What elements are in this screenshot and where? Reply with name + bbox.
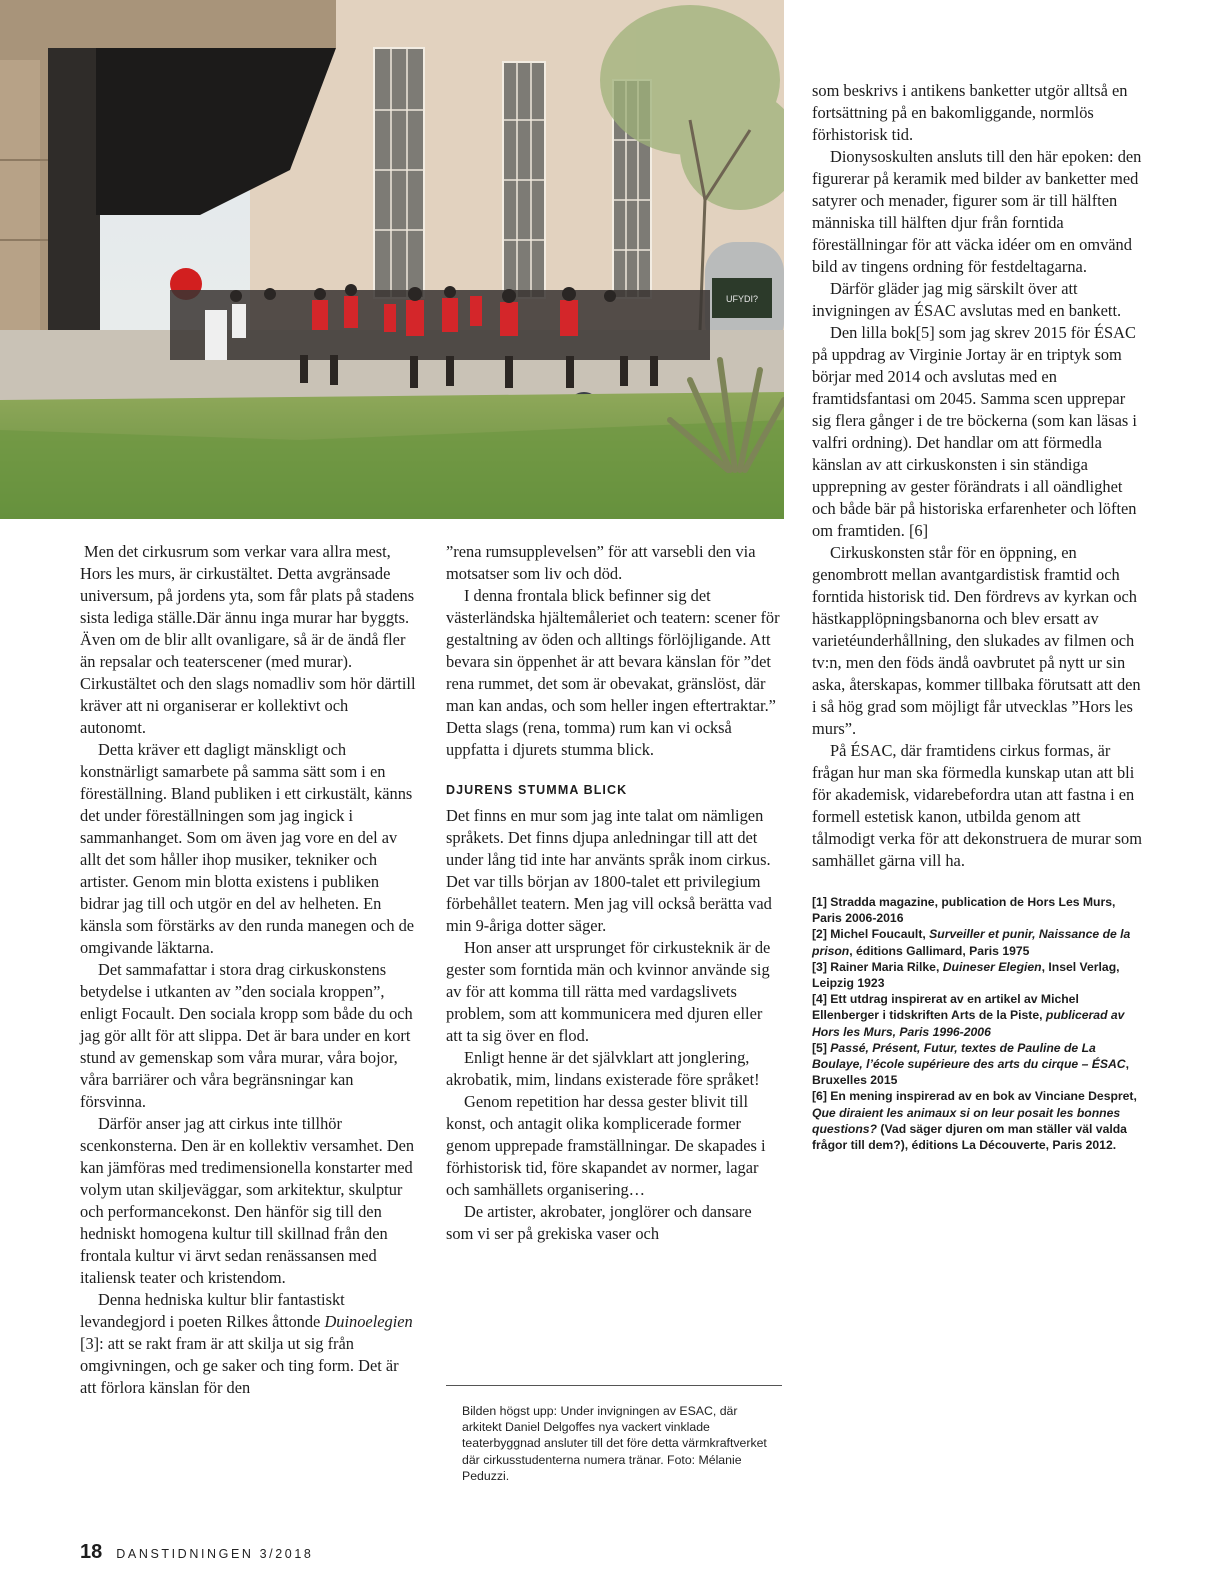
footnote: [812, 1040, 1142, 1089]
footnotes: [812, 894, 1142, 1153]
footnote-title: Duineser Elegien: [942, 959, 1042, 974]
photo-caption: Bilden högst upp: Under invigningen av ESAC, där arkitekt Daniel Delgoffes nya vackert vinklade teaterbyggnad ansluter till det före detta värmkraftverket där cirkusstudenterna numera tränar. Foto: Mélanie Peduzzi.: [462, 1404, 767, 1483]
footnote-title: Que diraient les animaux si on leur posait les bonnes questions?: [812, 1105, 1121, 1136]
header-photo: [0, 0, 784, 519]
footnote-text: , éditions Gallimard, Paris 1975: [849, 943, 1030, 958]
paragraph: [80, 1289, 416, 1399]
article-column-3: [812, 80, 1142, 1153]
footnote-text: [5]: [812, 1040, 831, 1055]
footnote-text: (Vad säger djuren om man ställer väl valda frågor till dem?), éditions La Découverte, Paris 2012.: [812, 1121, 1127, 1153]
footnote-title: Surveiller et punir, Naissance de la prison: [812, 927, 1131, 958]
paragraph: I denna frontala blick befinner sig det västerländska hjältemåleriet och teatern: scener för gestaltning av öden och alltings förlöjligande. Att bevara sin öppenhet är att bevara känslan för ”det rena rummet, det som är obevakat, gränslöst, där man kan andas, och som heller ingen eftertraktar.” Detta slags (rena, tomma) rum kan vi också uppfatta i djurets stumma blick.: [446, 586, 780, 759]
paragraph: Men det cirkusrum som verkar vara allra mest, Hors les murs, är cirkustältet. Detta avgränsade universum, på jordens yta, som får plats på stadens sista lediga ställe.Där ännu inga murar har byggts. Även om de blir allt ovanligare, så är de ändå fler än repsalar och teaterscener (med murar). Cirkustältet och den slags nomadliv som hör därtill kräver att ni organiserar er kollektivt och autonomt.: [80, 542, 416, 737]
caption-divider: [446, 1385, 782, 1386]
magazine-issue: DANSTIDNINGEN 3/2018: [116, 1547, 314, 1561]
paragraph: som beskrivs i antikens banketter utgör alltså en fortsättning på en bakomliggande, normlös förhistorisk tid.: [812, 81, 1128, 144]
paragraph: Hon anser att ursprunget för cirkusteknik är de gester som forntida män och kvinnor använde sig av för att komma till rätta med vardagslivets problem, som att kommunicera med djuren eller att ta sig över en flod.: [446, 938, 771, 1045]
footnote-text: [4] Ett utdrag inspirerat av en artikel av Michel Ellenberger i tidskriften Arts de la Piste,: [812, 992, 1079, 1023]
section-heading: DJURENS STUMMA BLICK: [446, 783, 628, 797]
photo-image: [0, 0, 784, 519]
footnote-text: [3] Rainer Maria Rilke,: [812, 959, 943, 974]
paragraph: ”rena rumsupplevelsen” för att varsebli den via motsatser som liv och död.: [446, 542, 756, 583]
footnote-title: publicerad av Hors les Murs, Paris 1996-2006: [812, 1008, 1125, 1039]
page-number: 18: [80, 1541, 103, 1563]
caravan-sign: UFYDI?: [725, 294, 759, 304]
footnote: [812, 926, 1142, 958]
footnote-text: , Bruxelles 2015: [812, 1057, 1129, 1088]
footnote: [812, 991, 1142, 1040]
paragraph: Detta kräver ett dagligt mänskligt och konstnärligt samarbete på samma sätt som i en föreställning. Bland publiken i ett cirkustält, känns det under föreställningen som jag ingick i sammanhanget. Som om även jag vore en del av allt det som håller ihop musiker, tekniker och artister. Genom min blotta existens i publiken bidrar jag till och utgör en del av helheten. En känsla som förstärks av den runda manegen och de omgivande läktarna.: [80, 740, 415, 957]
paragraph: Genom repetition har dessa gester blivit till konst, och antagit olika komplicerade former genom upprepade framställningar. De skapades i förhistorisk tid, före skapandet av normer, lagar och samhällets organisering…: [446, 1092, 766, 1199]
paragraph: Det sammafattar i stora drag cirkuskonstens betydelse i utkanten av ”den sociala kroppen”, enligt Focault. Den sociala kropp som både du och jag gör allt för att slippa. Det är bara under en kort stund av gemenskap som våra murar, våra bojor, våra barriärer och våra begränsningar kan försvinna.: [80, 960, 413, 1111]
paragraph: Den lilla bok[5] som jag skrev 2015 för ÉSAC på uppdrag av Virginie Jortay är en triptyk som börjar med 2014 och avslutas med en framtidsfantasi om 2045. Samma scen upprepar sig flera gånger i de tre böckerna (som kan läsas i valfri ordning). Det handlar om att förmedla känslan av att cirkuskonsten i sin ständiga upprepning av gester förändrats i all oändlighet och både bär på historiska erfarenheter och löften om framtiden. [6]: [812, 323, 1137, 540]
paragraph: Därför anser jag att cirkus inte tillhör scenkonsterna. Den är en kollektiv versamhet. Den kan jämföras med tredimensionella konstarter med volym utan skiljeväggar, som arkitektur, skulptur och performancekonst. Den hänför sig till den hedniskt homogena kultur till skillnad från den frontala kultur vi ärvt sedan renässansen med italiensk teater och kristendom.: [80, 1114, 415, 1287]
paragraph: På ÉSAC, där framtidens cirkus formas, är frågan hur man ska förmedla kunskap utan att bli för akademisk, vidarebefordra utan att fastna i en formell estetisk kanon, utbilda genom att tålmodigt verka för att dekonstruera de murar som samhället gärna vill ha.: [812, 741, 1142, 870]
footnote-text: , Insel Verlag, Leipzig 1923: [812, 959, 1120, 991]
page-footer: [80, 1541, 313, 1564]
paragraph: Det finns en mur som jag inte talat om nämligen språkets. Det finns djupa anledningar till att det under lång tid inte har använts språk inom cirkus. Det var tills början av 1800-talet ett privilegium förbehållet teatern. Men jag vill också berätta vad min 9-åriga dotter säger.: [446, 806, 772, 935]
paragraph: Dionysoskulten ansluts till den här epoken: den figurerar på keramik med bilder av banketter med satyrer och menader, figurer som är till hälften människa till hälften djur från forntida föreställningar för att väcka idéer om en omvänd bild av tingens ordning för festdeltagarna.: [812, 147, 1142, 276]
footnote: [812, 1088, 1142, 1153]
text-run: [3]: att se rakt fram är att skilja ut sig från omgivningen, och ge saker och ting form. Det är att förlora känslan för den: [80, 1334, 399, 1397]
footnote-text: [6] En mening inspirerad av en bok av Vinciane Despret,: [812, 1089, 1137, 1104]
poem-title: Duinoelegien: [324, 1312, 413, 1331]
footnote: [1] Stradda magazine, publication de Hors Les Murs, Paris 2006-2016: [812, 895, 1116, 926]
paragraph: Cirkuskonsten står för en öppning, en genombrott mellan avantgardistisk framtid och forntida historisk tid. Den fördrevs av kyrkan och hästkapplöpningsbanorna och blev ersatt av varietéunderhållning, den slukades av filmen och tv:n, men den föds ändå oavbrutet på nytt ur sin aska, återskapas, kommer tillbaka förutsatt att den i så hög grad som möjligt får utvecklas ”Hors les murs”.: [812, 543, 1141, 738]
footnote-text: [2] Michel Foucault,: [812, 927, 930, 942]
paragraph: De artister, akrobater, jonglörer och dansare som vi ser på grekiska vaser och: [446, 1202, 752, 1243]
footnote: [812, 959, 1142, 991]
article-column-2: [446, 541, 782, 1245]
text-run: Denna hedniska kultur blir fantastiskt levandegjord i poeten Rilkes åttonde: [80, 1290, 345, 1331]
article-column-1: [80, 541, 416, 1399]
footnote-title: Passé, Présent, Futur, textes de Pauline de La Boulaye, l’école supérieure des arts du cirque – ÉSAC: [812, 1040, 1126, 1072]
paragraph: Därför gläder jag mig särskilt över att invigningen av ÉSAC avslutas med en bankett.: [812, 279, 1122, 320]
paragraph: Enligt henne är det självklart att jonglering, akrobatik, mim, lindans existerade före språket!: [446, 1048, 760, 1089]
